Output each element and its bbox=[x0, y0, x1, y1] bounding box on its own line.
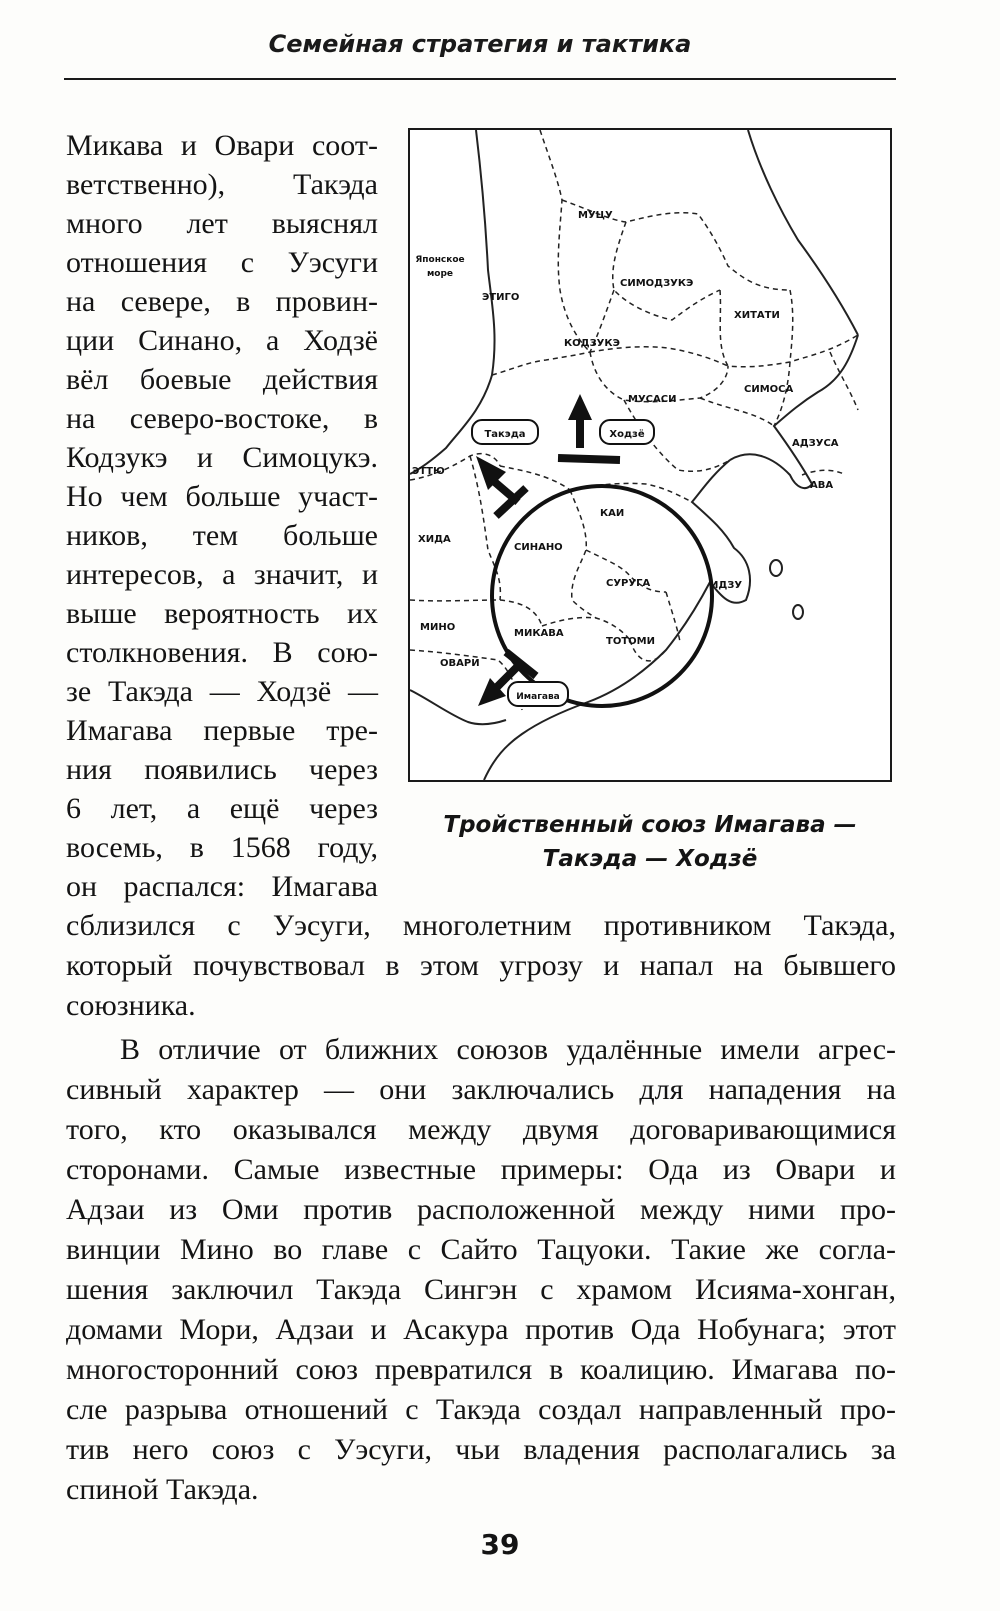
province-izu: ИДЗУ bbox=[710, 580, 743, 591]
text-line: Адзаи из Оми против расположенной между ними про- bbox=[66, 1193, 896, 1226]
text-line: того, кто оказывался между двумя договаривающимися bbox=[66, 1113, 896, 1146]
caption-line: Тройственный союз Имагава — bbox=[443, 812, 857, 838]
text-line: ветственно), Такэда bbox=[66, 168, 378, 201]
text-line: домами Мори, Адзаи и Асакура против Ода Нобунага; этот bbox=[66, 1313, 896, 1346]
running-header: Семейная стратегия и тактика bbox=[268, 30, 692, 58]
coastline bbox=[484, 582, 710, 780]
text-line: 6 лет, а ещё через bbox=[66, 792, 378, 825]
text-line: сивный характер — они заключались для нападения на bbox=[66, 1073, 896, 1106]
province-mikava: МИКАВА bbox=[514, 628, 564, 639]
island bbox=[770, 560, 782, 576]
text-line: отношения с Уэсуги bbox=[66, 246, 378, 279]
clan-label-takeda: Такэда bbox=[484, 429, 526, 440]
sea-label: Японское bbox=[415, 255, 465, 265]
province-totomi: ТОТОМИ bbox=[606, 636, 655, 647]
caption-line: Такэда — Ходзё bbox=[542, 846, 758, 872]
text-line: интересов, а значит, и bbox=[66, 558, 378, 591]
text-line: выше вероятность их bbox=[66, 597, 378, 630]
header-rule bbox=[64, 78, 896, 80]
province-shimosa: СИМОСА bbox=[744, 384, 794, 395]
province-suruga: СУРУГА bbox=[606, 578, 651, 589]
province-border bbox=[500, 466, 570, 490]
province-hida: ХИДА bbox=[418, 534, 451, 545]
province-etchu: ЭТТЮ bbox=[412, 466, 445, 477]
coastline bbox=[748, 130, 858, 335]
province-kazusa: АДЗУСА bbox=[792, 438, 839, 449]
province-border bbox=[802, 470, 844, 475]
province-owari: ОВАРИ bbox=[440, 658, 480, 669]
province-shinano: СИНАНО bbox=[514, 542, 563, 553]
province-mino: МИНО bbox=[420, 622, 456, 633]
text-line: столкновения. В сою- bbox=[66, 636, 378, 669]
text-line: Кодзукэ и Симоцукэ. bbox=[66, 441, 378, 474]
island bbox=[793, 605, 803, 619]
paragraph-continuation bbox=[66, 906, 896, 1026]
clan-label-hojo: Ходзё bbox=[609, 429, 645, 440]
text-line: спиной Такэда. bbox=[66, 1473, 259, 1506]
text-line: восемь, в 1568 году, bbox=[66, 831, 378, 864]
province-border bbox=[700, 398, 774, 426]
paragraph-distant-alliances bbox=[66, 1030, 896, 1510]
text-line: на северо-востоке, в bbox=[66, 402, 378, 435]
text-line: многосторонний союз превратился в коалицию. Имагава по- bbox=[66, 1353, 896, 1386]
province-shimotsuke: СИМОДЗУКЭ bbox=[620, 278, 694, 289]
sea-label: море bbox=[426, 269, 454, 279]
province-border bbox=[720, 290, 858, 367]
province-echigo: ЭТИГО bbox=[482, 292, 520, 303]
figure-caption bbox=[410, 808, 890, 876]
text-line: который почувствовал в этом угрозу и напал на бывшего bbox=[66, 949, 896, 982]
province-border bbox=[570, 490, 596, 618]
text-line: шения заключил Такэда Сингэн с храмом Исияма-хонган, bbox=[66, 1273, 896, 1306]
text-line: винции Мино во главе с Сайто Тацуоки. Такие же согла- bbox=[66, 1233, 896, 1266]
text-line: сле разрыва отношений с Такэда создал направленный про- bbox=[66, 1393, 896, 1426]
coastline bbox=[730, 335, 858, 488]
province-mutsu: МУЦУ bbox=[578, 210, 613, 221]
page-number: 39 bbox=[480, 1528, 520, 1561]
clan-label-imagawa: Имагава bbox=[516, 692, 560, 702]
text-line: сблизился с Уэсуги, многолетним противником Такэда, bbox=[66, 909, 896, 942]
province-musashi: МУСАСИ bbox=[628, 394, 677, 405]
text-line: зе Такэда — Ходзё — bbox=[66, 675, 378, 708]
province-border bbox=[540, 130, 590, 352]
province-kozuke: КОДЗУКЭ bbox=[564, 338, 620, 349]
text-line: В отличие от ближних союзов удалённые имели агрес- bbox=[120, 1033, 896, 1066]
text-line: вёл боевые действия bbox=[66, 363, 378, 396]
wrapped-paragraph bbox=[66, 126, 378, 906]
text-line: много лет выяснял bbox=[66, 207, 378, 240]
province-border bbox=[613, 222, 720, 320]
text-line: Имагава первые тре- bbox=[66, 714, 378, 747]
text-line: сторонами. Самые известные примеры: Ода из Овари и bbox=[66, 1153, 896, 1186]
alliance-map bbox=[408, 128, 892, 782]
text-line: Но чем больше участ- bbox=[66, 480, 378, 513]
province-border bbox=[492, 352, 590, 375]
text-line: на севере, в провин- bbox=[66, 285, 378, 318]
text-line: союзника. bbox=[66, 989, 196, 1022]
province-border bbox=[590, 347, 728, 366]
arrow-hojo-head bbox=[568, 394, 592, 420]
text-line: ния появились через bbox=[66, 753, 378, 786]
province-hitachi: ХИТАТИ bbox=[734, 310, 780, 321]
text-line: ников, тем больше bbox=[66, 519, 378, 552]
block-bar-hojo bbox=[558, 458, 620, 460]
province-awa: АВА bbox=[810, 480, 834, 491]
province-border bbox=[790, 290, 793, 362]
text-line: тив него союз с Уэсуги, чьи владения располагались за bbox=[66, 1433, 896, 1466]
text-line: он распался: Имагава bbox=[66, 870, 378, 903]
text-line: Микава и Овари соот- bbox=[66, 129, 378, 162]
text-line: ции Синано, а Ходзё bbox=[66, 324, 378, 357]
province-kai: КАИ bbox=[600, 508, 625, 519]
alliance-circle bbox=[492, 486, 712, 706]
